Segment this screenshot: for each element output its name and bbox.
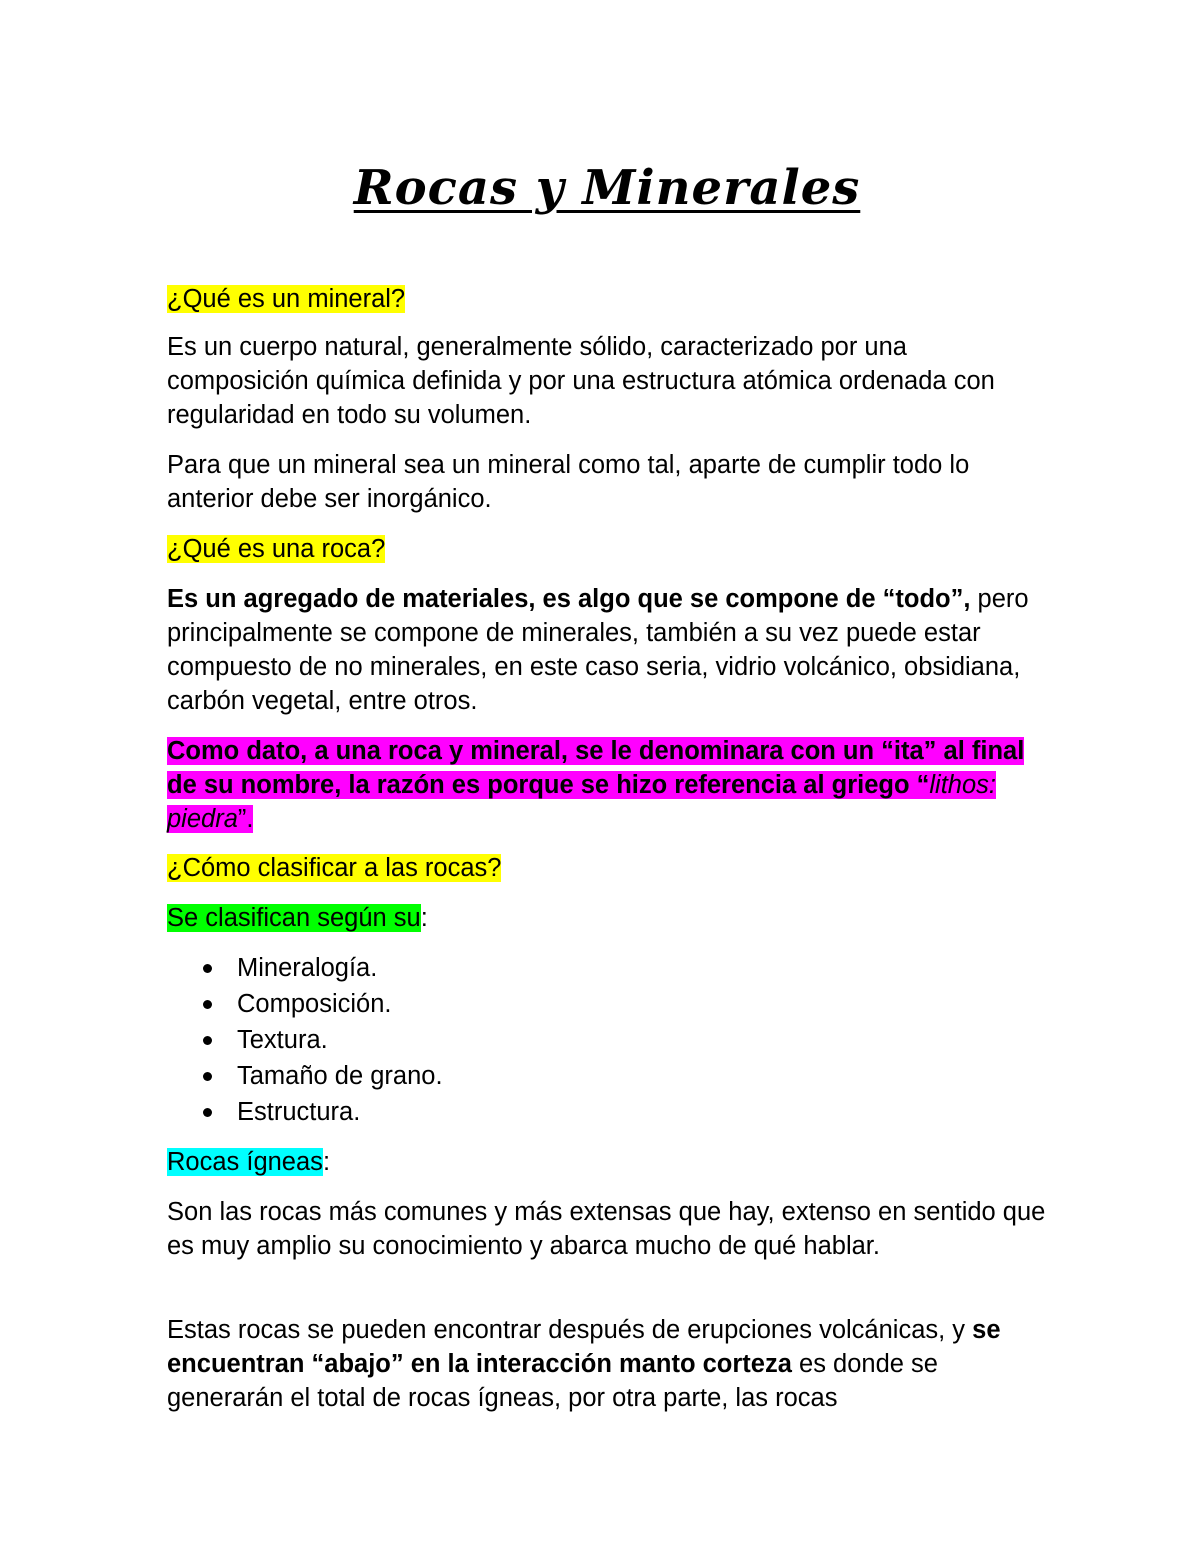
bullet-icon xyxy=(203,1108,212,1117)
list-item: Mineralogía. xyxy=(167,950,443,986)
paragraph-roca-definition xyxy=(167,582,1047,718)
bullet-icon xyxy=(203,1036,212,1045)
question-mineral xyxy=(167,282,1047,316)
document-title-text: Rocas y Minerales xyxy=(353,160,861,216)
igneous-label: Rocas ígneas xyxy=(167,1148,323,1176)
question-clasificar xyxy=(167,851,1047,885)
classify-colon: : xyxy=(420,904,428,932)
igneous-heading xyxy=(167,1145,1047,1179)
roca-definition-bold: Es un agregado de materiales, es algo que se compone de “todo”, xyxy=(167,585,971,613)
list-item: Composición. xyxy=(167,986,443,1022)
bullet-icon xyxy=(203,1072,212,1081)
question-roca xyxy=(167,532,1047,566)
bullet-icon xyxy=(203,964,212,973)
classify-label: Se clasifican según su xyxy=(167,904,421,932)
classification-list xyxy=(167,950,443,1130)
list-item: Tamaño de grano. xyxy=(167,1058,443,1094)
dato-text: Como dato, a una roca y mineral, se le denominara con un “ita” al final de su nombre, la razón es porque se hizo referencia al griego “ xyxy=(167,737,1025,799)
paragraph-mineral-inorganic: Para que un mineral sea un mineral como tal, aparte de cumplir todo lo anterior debe ser inorgánico. xyxy=(167,451,970,513)
igneous-colon: : xyxy=(322,1148,331,1176)
roca-definition-rest: pero principalmente se compone de minerales, también a su vez puede estar compuesto de no minerales, en este caso seria, vidrio volcánico, obsidiana, carbón vegetal, entre otros. xyxy=(167,585,1029,715)
igneous-location-bold: se encuentran “abajo” en la interacción manto corteza xyxy=(167,1316,1001,1378)
dato-italic: lithos: piedra xyxy=(167,771,996,833)
question-clasificar-text: ¿Cómo clasificar a las rocas? xyxy=(167,854,502,882)
dato-end: ”. xyxy=(237,805,254,833)
paragraph-dato xyxy=(167,734,1047,836)
document-title xyxy=(167,158,1047,218)
paragraph-mineral-definition: Es un cuerpo natural, generalmente sólido, caracterizado por una composición química definida y por una estructura atómica ordenada con regularidad en todo su volumen. xyxy=(167,333,995,429)
classify-heading xyxy=(167,901,1047,935)
bullet-icon xyxy=(203,1000,212,1009)
paragraph-igneous-common: Son las rocas más comunes y más extensas que hay, extenso en sentido que es muy amplio su conocimiento y abarca mucho de qué hablar. xyxy=(167,1198,1046,1260)
list-item: Textura. xyxy=(167,1022,443,1058)
igneous-location-end: es donde se generarán el total de rocas ígneas, por otra parte, las rocas xyxy=(167,1350,938,1412)
list-item: Estructura. xyxy=(167,1094,443,1130)
question-roca-text: ¿Qué es una roca? xyxy=(167,535,386,563)
paragraph-igneous-location xyxy=(167,1313,1047,1415)
question-mineral-text: ¿Qué es un mineral? xyxy=(167,285,406,313)
igneous-location-start: Estas rocas se pueden encontrar después de erupciones volcánicas, y xyxy=(167,1316,973,1344)
